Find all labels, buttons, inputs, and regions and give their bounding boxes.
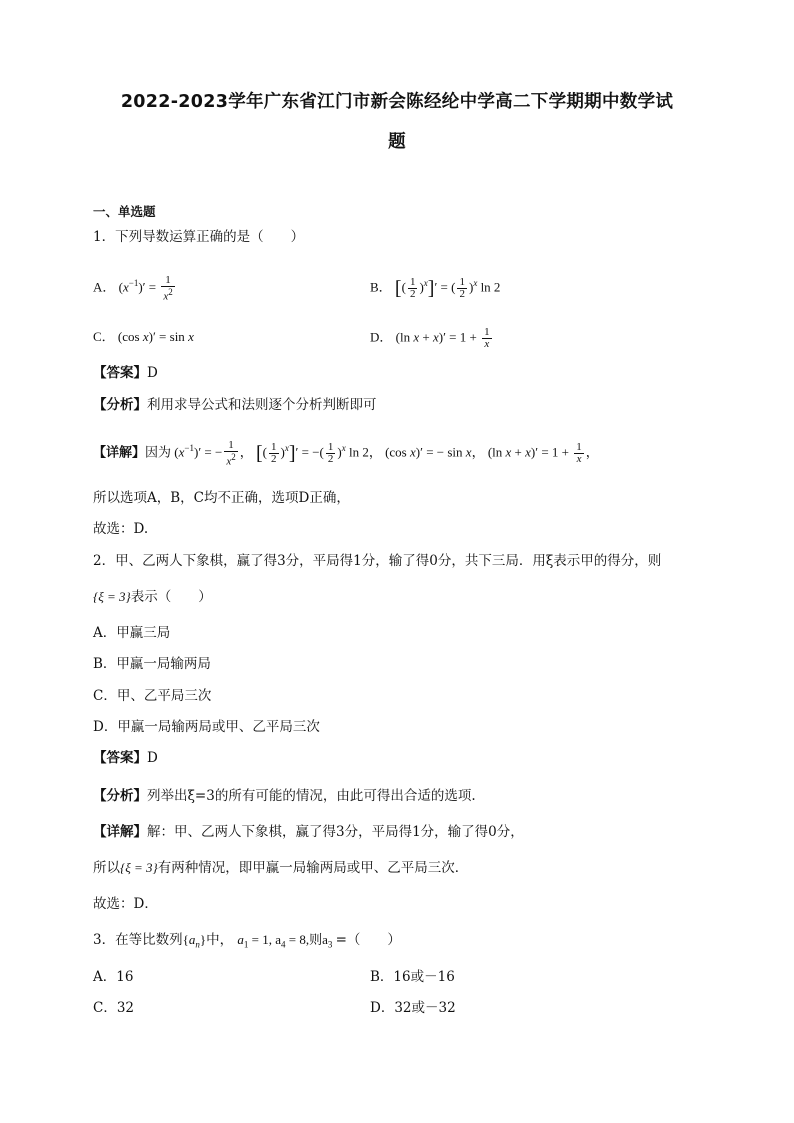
q2-answer: 【答案】D <box>93 750 158 766</box>
q3-stem: 3．在等比数列$\{a_n\}$中， $a_1 = 1$, $a_4 = 8$,则$a_3$ =（ ） <box>93 932 401 950</box>
detail-tag: 【详解】 <box>93 444 146 460</box>
q1-conclusion: 所以选项A，B，C均不正确，选项D正确， <box>93 490 350 506</box>
q2-option-c: C．甲、乙平局三次 <box>93 688 212 704</box>
q1-option-b: B． [( $\frac{1}{2}$ )$^x$]′ = ( $\frac{1}{2}$ )$^x$ ln 2 <box>370 275 501 300</box>
q2-conclusion: 所以{ξ = 3}有两种情况，即甲赢一局输两局或甲、乙平局三次． <box>93 860 469 876</box>
q2-detail: 【详解】解：甲、乙两人下象棋，赢了得3分，平局得1分，输了得0分， <box>93 824 524 840</box>
doc-title-line2: 题 <box>388 132 406 152</box>
q1-choose: 故选：D. <box>93 521 149 537</box>
q1-option-c: C． (cos x)′ = sin x <box>93 329 194 344</box>
answer-tag: 【答案】 <box>93 365 147 381</box>
q3-option-b: B．16或－16 <box>370 969 455 985</box>
q2-analysis: 【分析】列举出ξ=3的所有可能的情况，由此可得出合适的选项. <box>93 788 476 804</box>
q2-conclusion-set: {ξ = 3} <box>120 860 158 875</box>
q1-detail: 【详解】因为 $(x^{-1})'$ = − $\frac{1}{x^2}$ ， [( $\frac{1}{2}$ )$^x$]′ = −( $\frac{1}{2}$ )$^x$ ln 2， (cos x)′ = − sin x， (ln x + x)′ = 1 + $\frac{1}{x}$ ， <box>93 438 599 468</box>
q1-analysis: 【分析】利用求导公式和法则逐个分析判断即可 <box>93 397 377 413</box>
analysis-tag: 【分析】 <box>93 788 147 804</box>
doc-title-line1: 2022-2023学年广东省江门市新会陈经纶中学高二下学期期中数学试 <box>120 92 674 112</box>
q3-option-a: A．16 <box>93 969 134 985</box>
q2-option-b: B．甲赢一局输两局 <box>93 656 211 672</box>
q1-option-a: A． $(x^{-1})'$ = $\frac{1}{x^2}$ <box>93 273 173 303</box>
q3-option-c: C．32 <box>93 1000 135 1016</box>
q2-option-a: A．甲赢三局 <box>93 625 171 641</box>
q1-stem: 1．下列导数运算正确的是（ ） <box>93 229 305 245</box>
section-heading: 一、单选题 <box>93 204 156 219</box>
q2-stem: 2．甲、乙两人下象棋，赢了得3分，平局得1分，输了得0分，共下三局．用ξ表示甲的得分，则 <box>93 553 662 569</box>
q1-option-d: D． (ln x + x)′ = 1 + $\frac{1}{x}$ <box>370 326 490 350</box>
q3-option-d: D．32或－32 <box>370 1000 456 1016</box>
q1-answer: 【答案】D <box>93 365 158 381</box>
answer-tag: 【答案】 <box>93 750 147 766</box>
detail-tag: 【详解】 <box>93 824 147 840</box>
q2-set: {ξ = 3} <box>93 589 131 604</box>
analysis-tag: 【分析】 <box>93 397 147 413</box>
q2-option-d: D．甲赢一局输两局或甲、乙平局三次 <box>93 719 320 735</box>
q2-stem-line2: {ξ = 3}表示（ ） <box>93 589 212 605</box>
q2-choose: 故选：D． <box>93 896 158 912</box>
